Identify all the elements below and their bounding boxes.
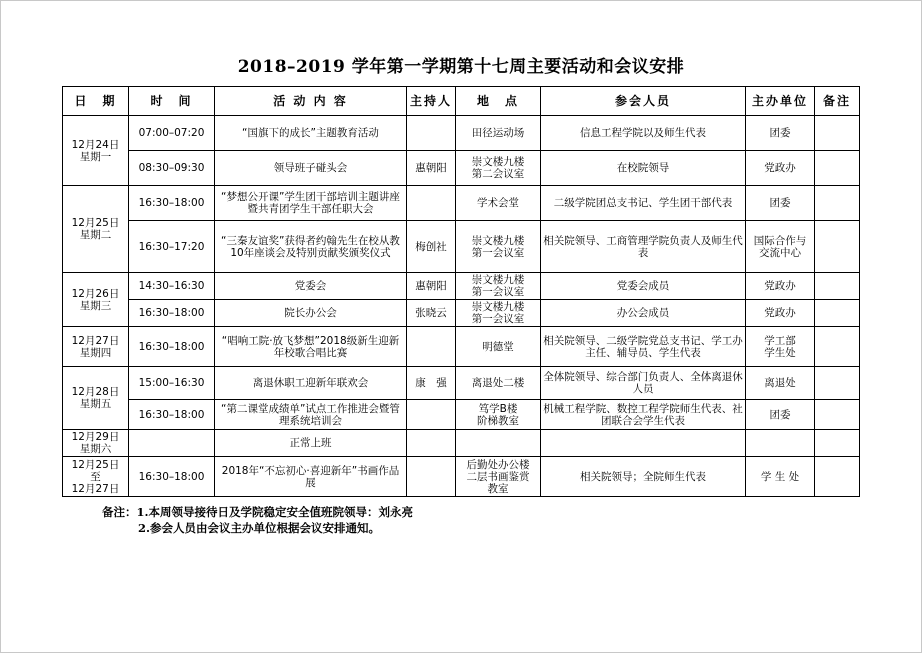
activity-cell: “唱响工院·放飞梦想”2018级新生迎新年校歌合唱比赛 bbox=[215, 327, 407, 367]
organizer-cell: 团委 bbox=[746, 186, 815, 221]
time-cell: 16:30–18:00 bbox=[129, 327, 215, 367]
table-row bbox=[63, 457, 860, 497]
note-cell bbox=[815, 367, 860, 400]
attendees-cell: 相关院领导、二级学院党总支书记、学工办主任、辅导员、学生代表 bbox=[541, 327, 746, 367]
host-cell: 惠朝阳 bbox=[407, 151, 456, 186]
place-cell: 田径运动场 bbox=[456, 116, 541, 151]
time-cell bbox=[129, 430, 215, 457]
note-cell bbox=[815, 300, 860, 327]
host-cell: 惠朝阳 bbox=[407, 273, 456, 300]
organizer-cell: 团委 bbox=[746, 116, 815, 151]
time-cell: 16:30–18:00 bbox=[129, 400, 215, 430]
activity-cell: “三秦友谊奖”获得者约翰先生在校从教10年座谈会及特别贡献奖颁奖仪式 bbox=[215, 221, 407, 273]
note-cell bbox=[815, 273, 860, 300]
time-cell: 07:00–07:20 bbox=[129, 116, 215, 151]
place-cell bbox=[456, 430, 541, 457]
host-cell bbox=[407, 400, 456, 430]
note-cell bbox=[815, 400, 860, 430]
table-row bbox=[63, 430, 860, 457]
organizer-cell bbox=[746, 430, 815, 457]
date-cell: 12月25日 至 12月27日 bbox=[63, 457, 129, 497]
table-row bbox=[63, 151, 860, 186]
table-row bbox=[63, 221, 860, 273]
date-cell: 12月27日 星期四 bbox=[63, 327, 129, 367]
time-cell: 16:30–18:00 bbox=[129, 300, 215, 327]
host-cell: 张晓云 bbox=[407, 300, 456, 327]
host-cell bbox=[407, 430, 456, 457]
attendees-cell: 党委会成员 bbox=[541, 273, 746, 300]
table-row bbox=[63, 367, 860, 400]
note-cell bbox=[815, 221, 860, 273]
note-cell bbox=[815, 116, 860, 151]
date-cell: 12月28日 星期五 bbox=[63, 367, 129, 430]
notes-block bbox=[102, 504, 413, 536]
organizer-cell: 学 生 处 bbox=[746, 457, 815, 497]
note-cell bbox=[815, 327, 860, 367]
activity-cell: 2018年“不忘初心·喜迎新年”书画作品展 bbox=[215, 457, 407, 497]
time-cell: 08:30–09:30 bbox=[129, 151, 215, 186]
header-date: 日 期 bbox=[63, 87, 129, 116]
place-cell: 明德堂 bbox=[456, 327, 541, 367]
table-row bbox=[63, 273, 860, 300]
host-cell: 康 强 bbox=[407, 367, 456, 400]
time-cell: 16:30–18:00 bbox=[129, 186, 215, 221]
place-cell: 学术会堂 bbox=[456, 186, 541, 221]
organizer-cell: 党政办 bbox=[746, 300, 815, 327]
organizer-cell: 国际合作与 交流中心 bbox=[746, 221, 815, 273]
activity-cell: “第二课堂成绩单”试点工作推进会暨管理系统培训会 bbox=[215, 400, 407, 430]
host-cell bbox=[407, 457, 456, 497]
activity-cell: 正常上班 bbox=[215, 430, 407, 457]
header-note: 备注 bbox=[815, 87, 860, 116]
header-time: 时 间 bbox=[129, 87, 215, 116]
note-cell bbox=[815, 457, 860, 497]
attendees-cell: 相关院领导；全院师生代表 bbox=[541, 457, 746, 497]
place-cell: 崇文楼九楼 第二会议室 bbox=[456, 151, 541, 186]
time-cell: 16:30–17:20 bbox=[129, 221, 215, 273]
host-cell bbox=[407, 327, 456, 367]
attendees-cell: 相关院领导、工商管理学院负责人及师生代表 bbox=[541, 221, 746, 273]
place-cell: 离退处二楼 bbox=[456, 367, 541, 400]
table-row bbox=[63, 186, 860, 221]
host-cell bbox=[407, 116, 456, 151]
place-cell: 崇文楼九楼 第一会议室 bbox=[456, 300, 541, 327]
date-cell: 12月26日 星期三 bbox=[63, 273, 129, 327]
activity-cell: “国旗下的成长”主题教育活动 bbox=[215, 116, 407, 151]
date-cell: 12月25日 星期二 bbox=[63, 186, 129, 273]
time-cell: 15:00–16:30 bbox=[129, 367, 215, 400]
note-line-2: 2.参会人员由会议主办单位根据会议安排通知。 bbox=[138, 521, 381, 535]
schedule-table bbox=[62, 86, 860, 497]
date-cell: 12月24日 星期一 bbox=[63, 116, 129, 186]
table-row bbox=[63, 400, 860, 430]
header-row bbox=[63, 87, 860, 116]
time-cell: 14:30–16:30 bbox=[129, 273, 215, 300]
header-host: 主持人 bbox=[407, 87, 456, 116]
attendees-cell: 信息工程学院以及师生代表 bbox=[541, 116, 746, 151]
activity-cell: 离退休职工迎新年联欢会 bbox=[215, 367, 407, 400]
table-row bbox=[63, 327, 860, 367]
date-cell: 12月29日 星期六 bbox=[63, 430, 129, 457]
place-cell: 后勤处办公楼 二层书画鉴赏 教室 bbox=[456, 457, 541, 497]
note-line-1: 备注：1.本周领导接待日及学院稳定安全值班院领导：刘永亮 bbox=[102, 505, 414, 519]
attendees-cell: 全体院领导、综合部门负责人、全体离退休人员 bbox=[541, 367, 746, 400]
activity-cell: 领导班子碰头会 bbox=[215, 151, 407, 186]
host-cell: 梅创社 bbox=[407, 221, 456, 273]
attendees-cell: 在校院领导 bbox=[541, 151, 746, 186]
host-cell bbox=[407, 186, 456, 221]
organizer-cell: 学工部 学生处 bbox=[746, 327, 815, 367]
attendees-cell: 办公会成员 bbox=[541, 300, 746, 327]
time-cell: 16:30–18:00 bbox=[129, 457, 215, 497]
attendees-cell: 机械工程学院、数控工程学院师生代表、社团联合会学生代表 bbox=[541, 400, 746, 430]
header-organizer: 主办单位 bbox=[746, 87, 815, 116]
activity-cell: 党委会 bbox=[215, 273, 407, 300]
table-row bbox=[63, 300, 860, 327]
organizer-cell: 团委 bbox=[746, 400, 815, 430]
organizer-cell: 党政办 bbox=[746, 273, 815, 300]
table-row bbox=[63, 116, 860, 151]
header-place: 地 点 bbox=[456, 87, 541, 116]
note-cell bbox=[815, 186, 860, 221]
organizer-cell: 党政办 bbox=[746, 151, 815, 186]
place-cell: 笃学B楼 阶梯教室 bbox=[456, 400, 541, 430]
activity-cell: 院长办公会 bbox=[215, 300, 407, 327]
activity-cell: “梦想公开课”学生团干部培训主题讲座暨共青团学生干部任职大会 bbox=[215, 186, 407, 221]
note-cell bbox=[815, 151, 860, 186]
attendees-cell: 二级学院团总支书记、学生团干部代表 bbox=[541, 186, 746, 221]
header-attendees: 参会人员 bbox=[541, 87, 746, 116]
attendees-cell bbox=[541, 430, 746, 457]
place-cell: 崇文楼九楼 第一会议室 bbox=[456, 221, 541, 273]
organizer-cell: 离退处 bbox=[746, 367, 815, 400]
note-cell bbox=[815, 430, 860, 457]
place-cell: 崇文楼九楼 第一会议室 bbox=[456, 273, 541, 300]
page-title: 2018–2019 学年第一学期第十七周主要活动和会议安排 bbox=[237, 57, 685, 77]
header-activity: 活 动 内 容 bbox=[215, 87, 407, 116]
